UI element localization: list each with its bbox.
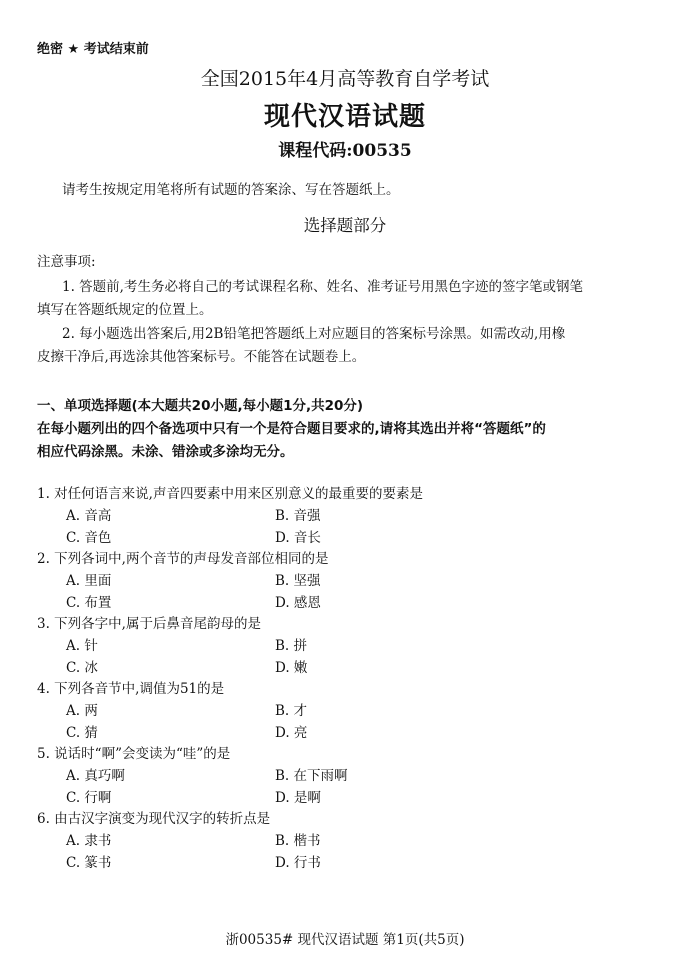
option-b: B. 音强 bbox=[275, 508, 321, 524]
question-stem: 6. 由古汉字演变为现代汉字的转折点是 bbox=[37, 811, 271, 827]
question-stem: 2. 下列各词中,两个音节的声母发音部位相同的是 bbox=[37, 551, 329, 567]
question-stem: 1. 对任何语言来说,声音四要素中用来区别意义的最重要的要素是 bbox=[37, 486, 423, 502]
option-a: A. 里面 bbox=[66, 573, 112, 589]
option-c: C. 篆书 bbox=[66, 855, 112, 871]
option-c: C. 行啊 bbox=[66, 790, 112, 806]
note-1-line-1: 1. 答题前,考生务必将自己的考试课程名称、姓名、准考证号用黑色字迹的签字笔或钢笔 bbox=[62, 279, 583, 295]
option-d: D. 感恩 bbox=[275, 595, 321, 611]
option-a: A. 真巧啊 bbox=[66, 768, 125, 784]
note-2-line-2: 皮擦干净后,再选涂其他答案标号。不能答在试题卷上。 bbox=[37, 349, 366, 365]
note-1-line-2: 填写在答题纸规定的位置上。 bbox=[37, 302, 213, 318]
option-c: C. 猜 bbox=[66, 725, 98, 741]
option-c: C. 音色 bbox=[66, 530, 112, 546]
option-d: D. 亮 bbox=[275, 725, 308, 741]
exam-title: 全国2015年4月高等教育自学考试 bbox=[200, 68, 490, 90]
option-b: B. 拼 bbox=[275, 638, 308, 654]
note-2-line-1: 2. 每小题选出答案后,用2B铅笔把答题纸上对应题目的答案标号涂黑。如需改动,用橡 bbox=[62, 326, 566, 342]
part-one-heading: 一、单项选择题(本大题共20小题,每小题1分,共20分) bbox=[37, 398, 364, 414]
confidential-label: 绝密 ★ 考试结束前 bbox=[37, 42, 149, 57]
option-a: A. 隶书 bbox=[66, 833, 112, 849]
question-stem: 5. 说话时“啊”会变读为“哇”的是 bbox=[37, 746, 231, 762]
option-c: C. 布置 bbox=[66, 595, 112, 611]
option-b: B. 在下雨啊 bbox=[275, 768, 348, 784]
option-b: B. 楷书 bbox=[275, 833, 321, 849]
option-c: C. 冰 bbox=[66, 660, 98, 676]
notes-heading: 注意事项: bbox=[37, 254, 96, 270]
part-one-instruction-line-1: 在每小题列出的四个备选项中只有一个是符合题目要求的,请将其选出并将“答题纸”的 bbox=[37, 421, 546, 437]
option-b: B. 才 bbox=[275, 703, 308, 719]
general-instruction: 请考生按规定用笔将所有试题的答案涂、写在答题纸上。 bbox=[62, 182, 400, 198]
option-d: D. 音长 bbox=[275, 530, 321, 546]
option-d: D. 嫩 bbox=[275, 660, 308, 676]
section-heading: 选择题部分 bbox=[303, 216, 387, 235]
question-stem: 3. 下列各字中,属于后鼻音尾韵母的是 bbox=[37, 616, 261, 632]
subject-title: 现代汉语试题 bbox=[263, 102, 426, 132]
option-a: A. 针 bbox=[66, 638, 98, 654]
part-one-instruction-line-2: 相应代码涂黑。未涂、错涂或多涂均无分。 bbox=[37, 444, 294, 460]
course-code: 课程代码:00535 bbox=[278, 141, 412, 161]
option-a: A. 音高 bbox=[66, 508, 112, 524]
option-a: A. 两 bbox=[66, 703, 98, 719]
option-d: D. 是啊 bbox=[275, 790, 321, 806]
page-footer: 浙00535# 现代汉语试题 第1页(共5页) bbox=[225, 932, 465, 948]
question-stem: 4. 下列各音节中,调值为51的是 bbox=[37, 681, 225, 697]
option-d: D. 行书 bbox=[275, 855, 321, 871]
option-b: B. 坚强 bbox=[275, 573, 321, 589]
